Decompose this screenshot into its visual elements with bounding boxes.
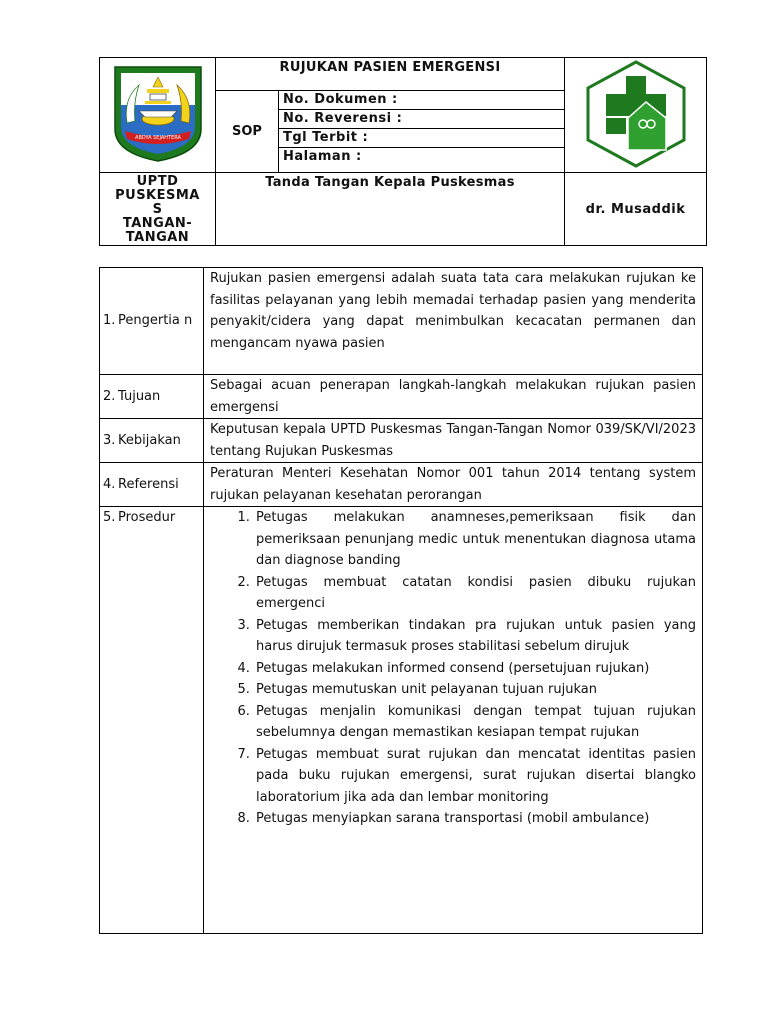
- section-label: [100, 463, 204, 507]
- section-title: Tujuan: [118, 388, 161, 404]
- regency-logo-cell: [100, 58, 216, 173]
- puskesmas-logo-cell: [565, 58, 707, 173]
- purpose-text: Sebagai acuan penerapan langkah-langkah melakukan rujukan pasien emergensi: [204, 375, 703, 419]
- unit-name: [100, 173, 216, 246]
- section-label: [100, 419, 204, 463]
- table-row: [100, 375, 703, 419]
- signer-name: dr. Musaddik: [565, 173, 707, 246]
- signature-label: Tanda Tangan Kepala Puskesmas: [216, 173, 565, 246]
- section-label: [100, 507, 204, 934]
- unit-line: PUSKESMA: [115, 188, 200, 203]
- table-row: [100, 507, 703, 934]
- sop-header-table: [99, 57, 707, 246]
- procedure-step: 1. Petugas melakukan anamneses,pemeriksaan fisik dan pemeriksaan penunjang medic untuk menentukan diagnosa utama dan diagnose banding: [254, 507, 696, 572]
- puskesmas-cross-logo: [580, 58, 692, 168]
- sop-content-table: [99, 267, 703, 934]
- section-number: 5.: [103, 510, 116, 525]
- procedure-step: 7. Petugas membuat surat rujukan dan mencatat identitas pasien pada buku rujukan emergensi, surat rujukan disertai blangko laboratorium jika ada dan lembar monitoring: [254, 744, 696, 809]
- section-number: 1.: [103, 313, 116, 329]
- section-title: Kebijakan: [118, 432, 181, 448]
- section-number: 3.: [103, 432, 116, 448]
- reference-text: Peraturan Menteri Kesehatan Nomor 001 tahun 2014 tentang system rujukan pelayanan kesehatan perorangan: [204, 463, 703, 507]
- section-title: Prosedur: [118, 510, 176, 525]
- sop-label: SOP: [216, 90, 279, 172]
- definition-text: Rujukan pasien emergensi adalah suata tata cara melakukan rujukan ke fasilitas pelayanan yang lebih memadai terhadap pasien yang menderita penyakit/cidera yang dapat menimbulkan kecacatan permanen dan mengancam nyawa pasien: [204, 268, 703, 375]
- procedure-step: 5. Petugas memutuskan unit pelayanan tujuan rujukan: [254, 679, 696, 701]
- document-info: [279, 90, 565, 172]
- section-label: [100, 268, 204, 375]
- table-row: [100, 463, 703, 507]
- unit-line: UPTD: [136, 174, 179, 189]
- procedure-cell: [204, 507, 703, 934]
- unit-line: S: [152, 202, 163, 217]
- document-number-field: No. Dokumen :: [279, 91, 564, 110]
- page-field: Halaman :: [283, 148, 362, 164]
- procedure-step: 8. Petugas menyiapkan sarana transportasi (mobil ambulance): [254, 808, 696, 830]
- section-title: Pengertia n: [118, 313, 193, 329]
- policy-text: Keputusan kepala UPTD Puskesmas Tangan-Tangan Nomor 039/SK/VI/2023 tentang Rujukan Puskesmas: [204, 419, 703, 463]
- unit-line: TANGAN: [125, 230, 190, 245]
- procedure-step: 6. Petugas menjalin komunikasi dengan tempat tujuan rujukan sebelumnya dengan memastikan kesiapan tempat rujukan: [254, 701, 696, 744]
- section-label: [100, 375, 204, 419]
- issue-date-field: Tgl Terbit :: [279, 128, 564, 147]
- procedure-step: 3. Petugas memberikan tindakan pra rujukan untuk pasien yang harus dirujuk termasuk proses stabilitasi sebelum dirujuk: [254, 615, 696, 658]
- section-number: 2.: [103, 388, 116, 404]
- section-title: Referensi: [118, 476, 179, 492]
- procedure-step: 4. Petugas melakukan informed consend (persetujuan rujukan): [254, 658, 696, 680]
- logo-ribbon-text: ABDYA SEJAHTERA: [134, 135, 181, 141]
- table-row: [100, 419, 703, 463]
- procedure-step: 2. Petugas membuat catatan kondisi pasien dibuku rujukan emergenci: [254, 572, 696, 615]
- procedure-steps: [210, 507, 696, 830]
- table-row: [100, 268, 703, 375]
- section-number: 4.: [103, 476, 116, 492]
- regency-crest-logo: [109, 63, 207, 163]
- document-title: RUJUKAN PASIEN EMERGENSI: [216, 58, 565, 91]
- reference-number-field: No. Reverensi :: [279, 109, 564, 128]
- unit-line: TANGAN-: [122, 216, 193, 231]
